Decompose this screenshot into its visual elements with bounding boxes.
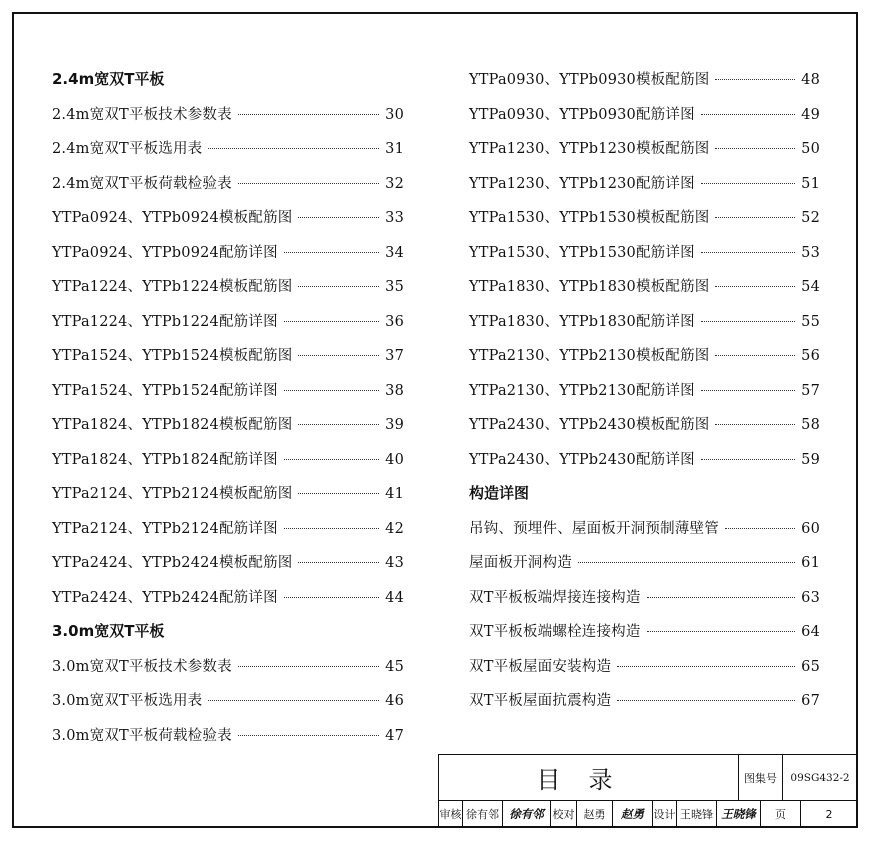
toc-entry-page: 32 (385, 175, 404, 192)
toc-entry-page: 51 (801, 175, 820, 192)
toc-entry[interactable] (469, 103, 820, 138)
toc-entry[interactable] (52, 310, 404, 345)
dot-leader (617, 700, 795, 701)
toc-entry-title: YTPa1830、YTPb1830模板配筋图 (469, 279, 710, 295)
dot-leader (238, 114, 379, 115)
toc-entry[interactable] (52, 275, 404, 310)
toc-entry-title: 屋面板开洞构造 (469, 555, 572, 571)
toc-entry-title: YTPa1530、YTPb1530配筋详图 (469, 244, 695, 261)
dot-leader (298, 562, 379, 563)
toc-entry-title: 双T平板板端螺栓连接构造 (469, 624, 641, 640)
toc-entry-page: 67 (801, 693, 820, 709)
toc-entry-title: YTPa0924、YTPb0924模板配筋图 (52, 210, 293, 226)
toc-entry-page: 40 (385, 451, 404, 468)
toc-entry[interactable] (52, 586, 404, 621)
dot-leader (298, 286, 379, 287)
dot-leader (284, 390, 379, 391)
toc-entry[interactable] (52, 482, 404, 517)
dot-leader (208, 700, 379, 701)
toc-entry-page: 41 (385, 486, 404, 502)
toc-entry-page: 59 (801, 451, 820, 468)
section-heading-2-4m: 2.4m宽双T平板 (52, 70, 165, 88)
section-heading-3-0m: 3.0m宽双T平板 (52, 622, 165, 640)
dot-leader (701, 321, 795, 322)
dot-leader (617, 666, 795, 667)
dot-leader (715, 286, 795, 287)
dot-leader (298, 424, 379, 425)
toc-entry[interactable] (469, 275, 820, 310)
dot-leader (284, 252, 379, 253)
dot-leader (701, 183, 795, 184)
dot-leader (715, 355, 795, 356)
reviewer-name: 徐有邻 (463, 801, 503, 827)
toc-entry-page: 60 (801, 520, 820, 537)
section-heading-construction-details: 构造详图 (469, 484, 530, 502)
toc-entry-page: 58 (801, 417, 820, 433)
toc-entry[interactable] (469, 379, 820, 414)
toc-entry-page: 56 (801, 348, 820, 364)
dot-leader (284, 597, 379, 598)
toc-entry-title: 2.4m宽双T平板选用表 (52, 141, 203, 157)
toc-group-3-0m (52, 655, 404, 759)
toc-group-3-0m-continued (469, 68, 820, 482)
toc-entry-title: YTPa1530、YTPb1530模板配筋图 (469, 210, 710, 226)
toc-entry-title: 2.4m宽双T平板荷载检验表 (52, 175, 232, 192)
dot-leader (715, 217, 795, 218)
page-label: 页 (761, 801, 801, 827)
toc-left-column (52, 68, 404, 758)
dot-leader (298, 493, 379, 494)
toc-entry-page: 36 (385, 313, 404, 330)
atlas-number-label: 图集号 (739, 755, 783, 801)
toc-entry-title: YTPa1524、YTPb1524模板配筋图 (52, 348, 293, 364)
title-block (438, 754, 856, 826)
toc-entry-title: YTPa1824、YTPb1824配筋详图 (52, 451, 278, 468)
dot-leader (725, 528, 795, 529)
toc-entry-page: 64 (801, 624, 820, 640)
toc-entry-title: 3.0m宽双T平板选用表 (52, 693, 203, 709)
toc-entry-page: 57 (801, 382, 820, 399)
toc-entry-page: 43 (385, 555, 404, 571)
toc-entry-page: 46 (385, 693, 404, 709)
dot-leader (715, 424, 795, 425)
toc-entry-title: YTPa2424、YTPb2424模板配筋图 (52, 555, 293, 571)
toc-entry-title: YTPa0930、YTPb0930模板配筋图 (469, 72, 710, 88)
toc-entry-page: 61 (801, 555, 820, 571)
toc-entry-page: 53 (801, 244, 820, 261)
dot-leader (208, 148, 379, 149)
toc-entry[interactable] (52, 689, 404, 724)
toc-entry-page: 37 (385, 348, 404, 364)
toc-entry-title: 3.0m宽双T平板荷载检验表 (52, 727, 232, 744)
toc-entry[interactable] (469, 517, 820, 552)
toc-entry-page: 48 (801, 72, 820, 88)
designer-signature: 王晓锋 (717, 801, 761, 827)
toc-entry[interactable] (52, 172, 404, 207)
toc-entry-title: YTPa1830、YTPb1830配筋详图 (469, 313, 695, 330)
toc-entry-title: YTPa1224、YTPb1224配筋详图 (52, 313, 278, 330)
check-label: 校对 (551, 801, 577, 827)
toc-entry-title: 吊钩、预埋件、屋面板开洞预制薄壁管 (469, 520, 719, 537)
toc-entry-page: 42 (385, 520, 404, 537)
page-title: 目录 (439, 755, 739, 801)
toc-entry-title: YTPa2430、YTPb2430配筋详图 (469, 451, 695, 468)
toc-entry-page: 30 (385, 106, 404, 123)
dot-leader (715, 148, 795, 149)
dot-leader (298, 217, 379, 218)
toc-entry-title: YTPa1524、YTPb1524配筋详图 (52, 382, 278, 399)
toc-entry[interactable] (52, 655, 404, 690)
toc-entry-page: 52 (801, 210, 820, 226)
toc-entry[interactable] (469, 620, 820, 655)
toc-entry[interactable] (52, 137, 404, 172)
toc-entry[interactable] (52, 413, 404, 448)
dot-leader (647, 631, 796, 632)
toc-entry-title: 双T平板屋面安装构造 (469, 658, 612, 675)
atlas-number-value: 09SG432-2 (783, 755, 857, 801)
toc-entry[interactable] (469, 448, 820, 483)
dot-leader (284, 459, 379, 460)
designer-name: 王晓锋 (677, 801, 717, 827)
toc-entry[interactable] (52, 379, 404, 414)
toc-entry[interactable] (469, 310, 820, 345)
reviewer-signature: 徐有邻 (503, 801, 551, 827)
toc-right-column (469, 68, 820, 724)
toc-entry[interactable] (52, 344, 404, 379)
toc-entry[interactable] (469, 551, 820, 586)
toc-entry-page: 47 (385, 727, 404, 744)
dot-leader (715, 79, 795, 80)
toc-entry[interactable] (52, 724, 404, 759)
dot-leader (701, 114, 795, 115)
toc-entry[interactable] (469, 206, 820, 241)
toc-entry[interactable] (469, 172, 820, 207)
dot-leader (701, 459, 795, 460)
checker-signature: 赵勇 (613, 801, 653, 827)
toc-entry-page: 63 (801, 589, 820, 606)
toc-entry-title: YTPa0924、YTPb0924配筋详图 (52, 244, 278, 261)
toc-entry-title: YTPa1230、YTPb1230模板配筋图 (469, 141, 710, 157)
toc-entry[interactable] (52, 241, 404, 276)
toc-entry-page: 39 (385, 417, 404, 433)
toc-entry[interactable] (469, 586, 820, 621)
toc-entry-page: 49 (801, 106, 820, 123)
toc-entry-title: YTPa1230、YTPb1230配筋详图 (469, 175, 695, 192)
dot-leader (701, 390, 795, 391)
toc-entry[interactable] (469, 655, 820, 690)
toc-entry-title: YTPa2124、YTPb2124配筋详图 (52, 520, 278, 537)
toc-entry-title: YTPa1224、YTPb1224模板配筋图 (52, 279, 293, 295)
design-label: 设计 (653, 801, 677, 827)
review-label: 审核 (439, 801, 463, 827)
dot-leader (647, 597, 796, 598)
dot-leader (238, 735, 379, 736)
toc-entry-page: 65 (801, 658, 820, 675)
toc-entry[interactable] (52, 551, 404, 586)
toc-entry[interactable] (52, 517, 404, 552)
toc-entry-title: 3.0m宽双T平板技术参数表 (52, 658, 232, 675)
toc-entry[interactable] (52, 448, 404, 483)
toc-entry-title: YTPa2424、YTPb2424配筋详图 (52, 589, 278, 606)
toc-entry[interactable] (52, 103, 404, 138)
toc-entry-page: 44 (385, 589, 404, 606)
toc-entry-title: YTPa2130、YTPb2130配筋详图 (469, 382, 695, 399)
toc-group-construction (469, 517, 820, 724)
dot-leader (238, 183, 379, 184)
dot-leader (298, 355, 379, 356)
checker-name: 赵勇 (577, 801, 613, 827)
dot-leader (284, 321, 379, 322)
toc-entry-page: 33 (385, 210, 404, 226)
toc-entry-title: YTPa2430、YTPb2430模板配筋图 (469, 417, 710, 433)
page-number: 2 (825, 807, 833, 821)
toc-entry-title: YTPa2124、YTPb2124模板配筋图 (52, 486, 293, 502)
toc-entry-title: YTPa1824、YTPb1824模板配筋图 (52, 417, 293, 433)
dot-leader (284, 528, 379, 529)
toc-entry-page: 31 (385, 141, 404, 157)
toc-entry-title: 双T平板板端焊接连接构造 (469, 589, 641, 606)
toc-group-2-4m (52, 103, 404, 621)
toc-entry-page: 34 (385, 244, 404, 261)
toc-entry-title: YTPa0930、YTPb0930配筋详图 (469, 106, 695, 123)
toc-entry[interactable] (469, 241, 820, 276)
toc-entry[interactable] (469, 344, 820, 379)
toc-entry[interactable] (469, 413, 820, 448)
toc-entry-page: 55 (801, 313, 820, 330)
signature-row (439, 801, 857, 827)
toc-entry-page: 50 (801, 141, 820, 157)
toc-entry[interactable] (469, 137, 820, 172)
toc-entry[interactable] (469, 689, 820, 724)
toc-entry-title: 双T平板屋面抗震构造 (469, 693, 612, 709)
dot-leader (238, 666, 379, 667)
toc-entry-title: 2.4m宽双T平板技术参数表 (52, 106, 232, 123)
toc-entry-page: 45 (385, 658, 404, 675)
toc-entry[interactable] (52, 206, 404, 241)
toc-entry-page: 54 (801, 279, 820, 295)
toc-entry-page: 35 (385, 279, 404, 295)
toc-entry-title: YTPa2130、YTPb2130模板配筋图 (469, 348, 710, 364)
toc-entry[interactable] (469, 68, 820, 103)
dot-leader (701, 252, 795, 253)
toc-entry-page: 38 (385, 382, 404, 399)
dot-leader (578, 562, 795, 563)
